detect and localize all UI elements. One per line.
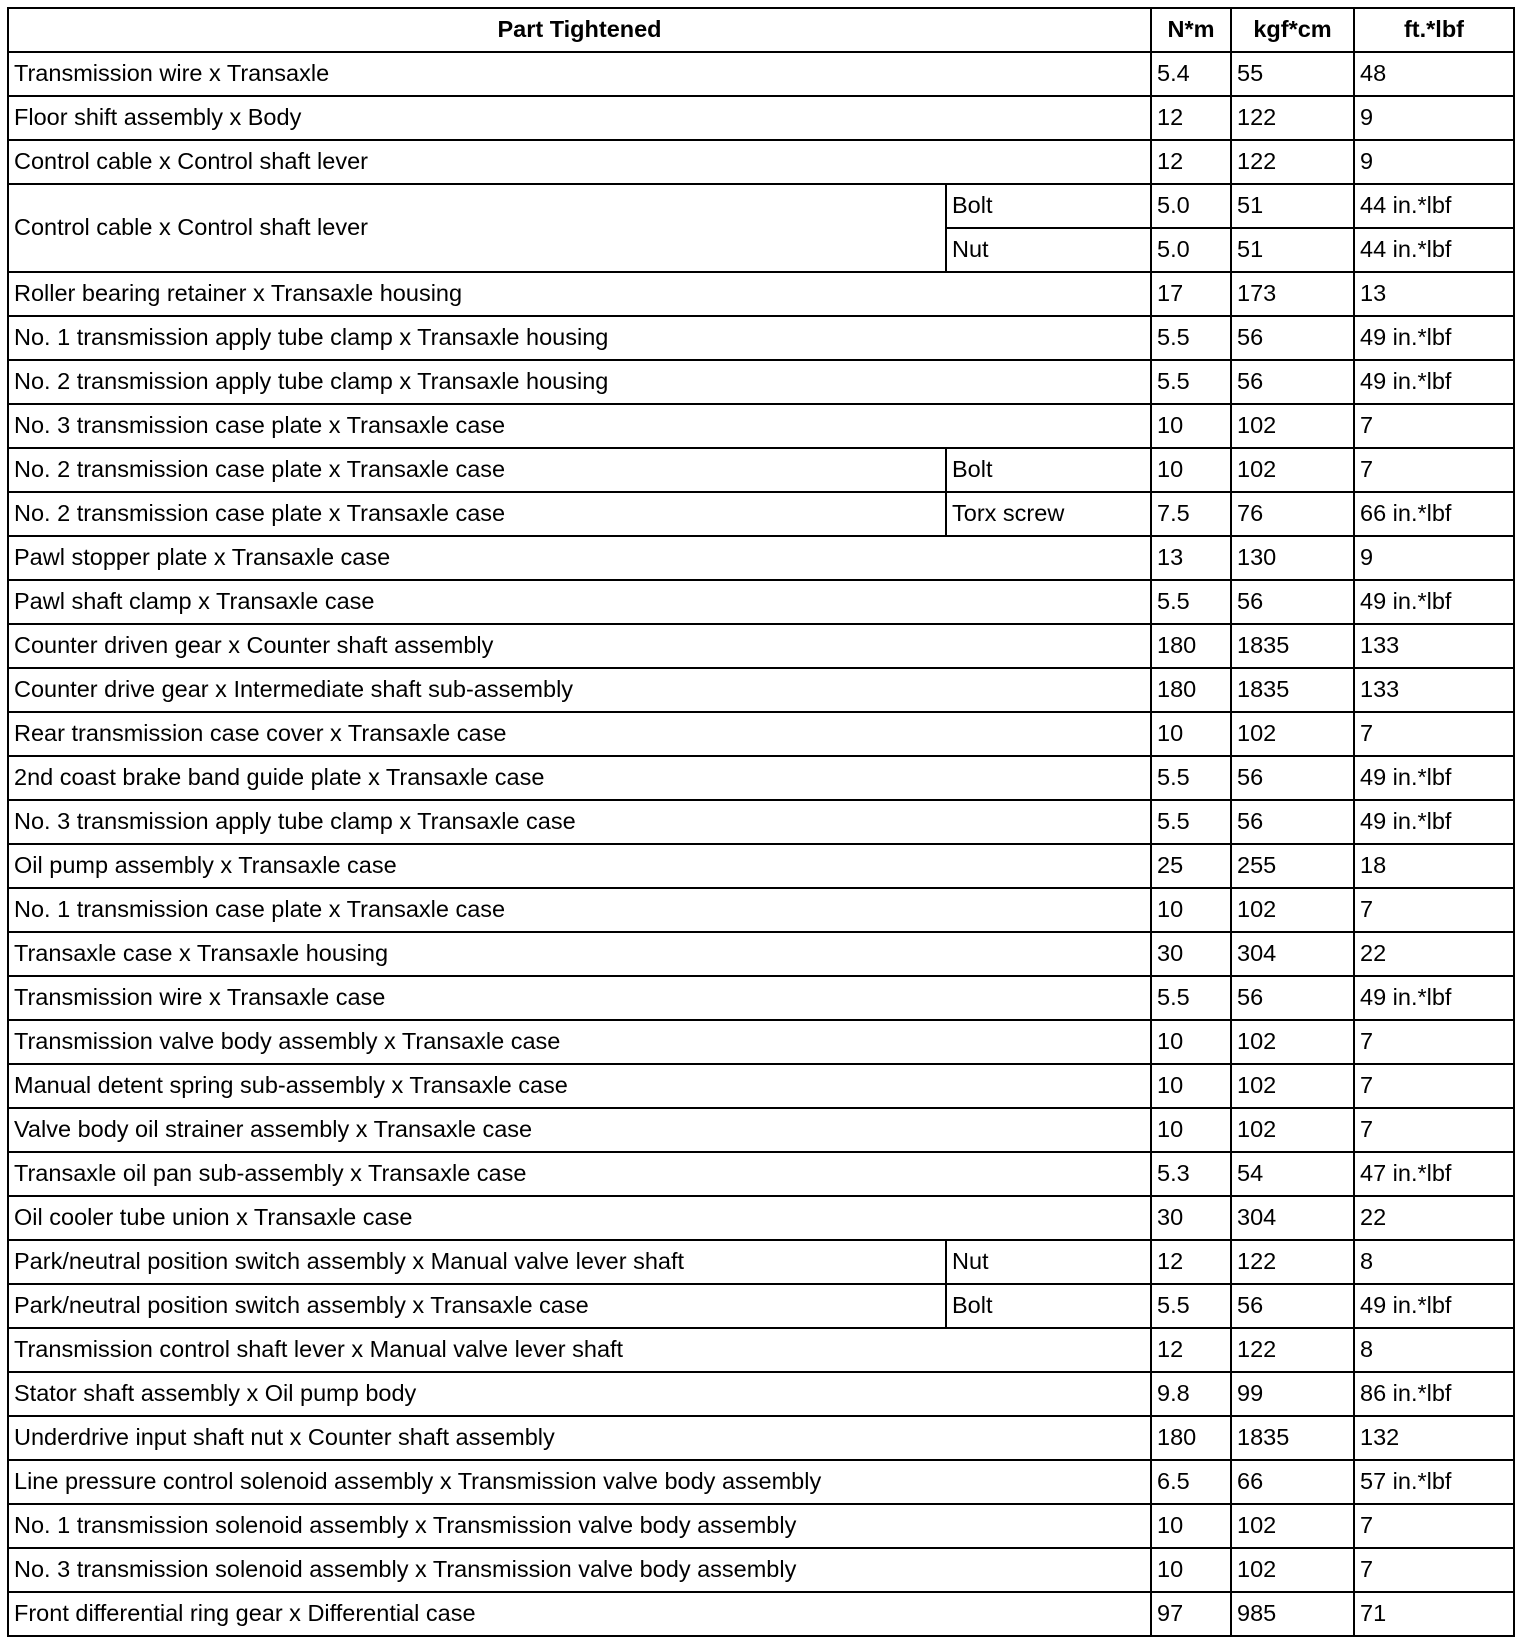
torque-ft-lbf-cell: 49 in.*lbf xyxy=(1354,976,1514,1020)
table-row xyxy=(8,1328,1514,1372)
torque-ft-lbf-cell: 49 in.*lbf xyxy=(1354,1284,1514,1328)
torque-kgf-cm-cell: 130 xyxy=(1231,536,1354,580)
table-row xyxy=(8,316,1514,360)
torque-ft-lbf-cell: 22 xyxy=(1354,932,1514,976)
part-cell: Park/neutral position switch assembly x Manual valve lever shaft xyxy=(8,1240,946,1284)
torque-ft-lbf-cell: 57 in.*lbf xyxy=(1354,1460,1514,1504)
torque-kgf-cm-cell: 55 xyxy=(1231,52,1354,96)
table-row xyxy=(8,1152,1514,1196)
part-cell: Transmission control shaft lever x Manual valve lever shaft xyxy=(8,1328,1151,1372)
table-row xyxy=(8,1504,1514,1548)
table-row xyxy=(8,1108,1514,1152)
table-body xyxy=(8,52,1514,1636)
torque-nm-cell: 10 xyxy=(1151,404,1231,448)
torque-kgf-cm-cell: 56 xyxy=(1231,1284,1354,1328)
torque-ft-lbf-cell: 71 xyxy=(1354,1592,1514,1636)
table-row xyxy=(8,580,1514,624)
table-row xyxy=(8,624,1514,668)
torque-nm-cell: 5.5 xyxy=(1151,360,1231,404)
part-cell: Pawl shaft clamp x Transaxle case xyxy=(8,580,1151,624)
torque-nm-cell: 10 xyxy=(1151,1064,1231,1108)
fastener-cell: Bolt xyxy=(946,448,1151,492)
part-cell: Line pressure control solenoid assembly x Transmission valve body assembly xyxy=(8,1460,1151,1504)
torque-kgf-cm-cell: 1835 xyxy=(1231,668,1354,712)
torque-kgf-cm-cell: 56 xyxy=(1231,800,1354,844)
torque-ft-lbf-cell: 44 in.*lbf xyxy=(1354,228,1514,272)
table-row xyxy=(8,52,1514,96)
torque-nm-cell: 5.5 xyxy=(1151,756,1231,800)
torque-kgf-cm-cell: 56 xyxy=(1231,756,1354,800)
torque-nm-cell: 10 xyxy=(1151,1020,1231,1064)
torque-ft-lbf-cell: 9 xyxy=(1354,140,1514,184)
torque-nm-cell: 12 xyxy=(1151,140,1231,184)
torque-nm-cell: 5.5 xyxy=(1151,976,1231,1020)
part-cell: Roller bearing retainer x Transaxle housing xyxy=(8,272,1151,316)
torque-kgf-cm-cell: 1835 xyxy=(1231,624,1354,668)
torque-kgf-cm-cell: 255 xyxy=(1231,844,1354,888)
torque-nm-cell: 6.5 xyxy=(1151,1460,1231,1504)
torque-kgf-cm-cell: 102 xyxy=(1231,1548,1354,1592)
table-row xyxy=(8,536,1514,580)
torque-ft-lbf-cell: 133 xyxy=(1354,668,1514,712)
part-cell: Stator shaft assembly x Oil pump body xyxy=(8,1372,1151,1416)
table-row xyxy=(8,888,1514,932)
torque-kgf-cm-cell: 102 xyxy=(1231,448,1354,492)
header-ft-lbf: ft.*lbf xyxy=(1354,8,1514,52)
part-cell: Control cable x Control shaft lever xyxy=(8,184,946,272)
table-row xyxy=(8,1548,1514,1592)
torque-nm-cell: 17 xyxy=(1151,272,1231,316)
torque-ft-lbf-cell: 9 xyxy=(1354,96,1514,140)
part-cell: No. 3 transmission solenoid assembly x Transmission valve body assembly xyxy=(8,1548,1151,1592)
torque-nm-cell: 25 xyxy=(1151,844,1231,888)
part-cell: Valve body oil strainer assembly x Transaxle case xyxy=(8,1108,1151,1152)
torque-kgf-cm-cell: 122 xyxy=(1231,1240,1354,1284)
part-cell: Control cable x Control shaft lever xyxy=(8,140,1151,184)
torque-nm-cell: 12 xyxy=(1151,1240,1231,1284)
torque-nm-cell: 9.8 xyxy=(1151,1372,1231,1416)
torque-ft-lbf-cell: 22 xyxy=(1354,1196,1514,1240)
part-cell: Floor shift assembly x Body xyxy=(8,96,1151,140)
torque-ft-lbf-cell: 8 xyxy=(1354,1328,1514,1372)
table-row xyxy=(8,404,1514,448)
table-row xyxy=(8,932,1514,976)
torque-ft-lbf-cell: 7 xyxy=(1354,1064,1514,1108)
table-row xyxy=(8,360,1514,404)
part-cell: Rear transmission case cover x Transaxle case xyxy=(8,712,1151,756)
table-row xyxy=(8,976,1514,1020)
torque-nm-cell: 5.4 xyxy=(1151,52,1231,96)
torque-ft-lbf-cell: 133 xyxy=(1354,624,1514,668)
torque-nm-cell: 180 xyxy=(1151,668,1231,712)
table-row xyxy=(8,1064,1514,1108)
fastener-cell: Bolt xyxy=(946,184,1151,228)
torque-nm-cell: 12 xyxy=(1151,1328,1231,1372)
torque-kgf-cm-cell: 122 xyxy=(1231,140,1354,184)
part-cell: Park/neutral position switch assembly x Transaxle case xyxy=(8,1284,946,1328)
torque-nm-cell: 5.0 xyxy=(1151,184,1231,228)
torque-kgf-cm-cell: 99 xyxy=(1231,1372,1354,1416)
part-cell: No. 3 transmission case plate x Transaxle case xyxy=(8,404,1151,448)
table-row xyxy=(8,756,1514,800)
torque-kgf-cm-cell: 102 xyxy=(1231,404,1354,448)
table-row xyxy=(8,1372,1514,1416)
torque-ft-lbf-cell: 13 xyxy=(1354,272,1514,316)
table-row xyxy=(8,668,1514,712)
torque-kgf-cm-cell: 122 xyxy=(1231,1328,1354,1372)
part-cell: No. 2 transmission case plate x Transaxle case xyxy=(8,448,946,492)
header-part-tightened: Part Tightened xyxy=(8,8,1151,52)
torque-nm-cell: 5.5 xyxy=(1151,580,1231,624)
torque-ft-lbf-cell: 86 in.*lbf xyxy=(1354,1372,1514,1416)
torque-ft-lbf-cell: 49 in.*lbf xyxy=(1354,580,1514,624)
fastener-cell: Nut xyxy=(946,228,1151,272)
torque-kgf-cm-cell: 56 xyxy=(1231,316,1354,360)
part-cell: Transmission wire x Transaxle xyxy=(8,52,1151,96)
torque-nm-cell: 10 xyxy=(1151,712,1231,756)
part-cell: 2nd coast brake band guide plate x Transaxle case xyxy=(8,756,1151,800)
fastener-cell: Bolt xyxy=(946,1284,1151,1328)
torque-nm-cell: 12 xyxy=(1151,96,1231,140)
table-row xyxy=(8,96,1514,140)
part-cell: Underdrive input shaft nut x Counter shaft assembly xyxy=(8,1416,1151,1460)
torque-kgf-cm-cell: 56 xyxy=(1231,580,1354,624)
part-cell: Counter drive gear x Intermediate shaft sub-assembly xyxy=(8,668,1151,712)
torque-kgf-cm-cell: 56 xyxy=(1231,360,1354,404)
table-row xyxy=(8,492,1514,536)
torque-kgf-cm-cell: 51 xyxy=(1231,228,1354,272)
torque-nm-cell: 5.0 xyxy=(1151,228,1231,272)
table-row xyxy=(8,1592,1514,1636)
torque-nm-cell: 5.5 xyxy=(1151,316,1231,360)
torque-nm-cell: 30 xyxy=(1151,1196,1231,1240)
part-cell: Transaxle oil pan sub-assembly x Transaxle case xyxy=(8,1152,1151,1196)
torque-kgf-cm-cell: 102 xyxy=(1231,712,1354,756)
torque-kgf-cm-cell: 102 xyxy=(1231,1504,1354,1548)
part-cell: No. 2 transmission apply tube clamp x Transaxle housing xyxy=(8,360,1151,404)
torque-kgf-cm-cell: 102 xyxy=(1231,1108,1354,1152)
torque-nm-cell: 13 xyxy=(1151,536,1231,580)
torque-ft-lbf-cell: 8 xyxy=(1354,1240,1514,1284)
torque-ft-lbf-cell: 7 xyxy=(1354,1504,1514,1548)
torque-kgf-cm-cell: 122 xyxy=(1231,96,1354,140)
torque-nm-cell: 5.5 xyxy=(1151,1284,1231,1328)
part-cell: Oil cooler tube union x Transaxle case xyxy=(8,1196,1151,1240)
torque-ft-lbf-cell: 49 in.*lbf xyxy=(1354,316,1514,360)
torque-ft-lbf-cell: 49 in.*lbf xyxy=(1354,756,1514,800)
torque-nm-cell: 10 xyxy=(1151,1548,1231,1592)
part-cell: No. 1 transmission solenoid assembly x Transmission valve body assembly xyxy=(8,1504,1151,1548)
torque-kgf-cm-cell: 304 xyxy=(1231,932,1354,976)
torque-kgf-cm-cell: 102 xyxy=(1231,1064,1354,1108)
torque-kgf-cm-cell: 54 xyxy=(1231,1152,1354,1196)
torque-ft-lbf-cell: 49 in.*lbf xyxy=(1354,800,1514,844)
torque-nm-cell: 180 xyxy=(1151,1416,1231,1460)
table-row xyxy=(8,844,1514,888)
torque-nm-cell: 97 xyxy=(1151,1592,1231,1636)
part-cell: Transaxle case x Transaxle housing xyxy=(8,932,1151,976)
header-kgf-cm: kgf*cm xyxy=(1231,8,1354,52)
torque-ft-lbf-cell: 18 xyxy=(1354,844,1514,888)
table-row xyxy=(8,1416,1514,1460)
torque-kgf-cm-cell: 51 xyxy=(1231,184,1354,228)
table-row xyxy=(8,140,1514,184)
torque-ft-lbf-cell: 48 xyxy=(1354,52,1514,96)
torque-kgf-cm-cell: 56 xyxy=(1231,976,1354,1020)
part-cell: Counter driven gear x Counter shaft assembly xyxy=(8,624,1151,668)
torque-kgf-cm-cell: 173 xyxy=(1231,272,1354,316)
part-cell: Front differential ring gear x Differential case xyxy=(8,1592,1151,1636)
torque-nm-cell: 10 xyxy=(1151,1108,1231,1152)
torque-spec-table xyxy=(7,7,1515,1637)
table-row xyxy=(8,1240,1514,1284)
part-cell: Pawl stopper plate x Transaxle case xyxy=(8,536,1151,580)
torque-kgf-cm-cell: 985 xyxy=(1231,1592,1354,1636)
part-cell: No. 3 transmission apply tube clamp x Transaxle case xyxy=(8,800,1151,844)
fastener-cell: Nut xyxy=(946,1240,1151,1284)
torque-ft-lbf-cell: 47 in.*lbf xyxy=(1354,1152,1514,1196)
table-row xyxy=(8,448,1514,492)
torque-nm-cell: 10 xyxy=(1151,448,1231,492)
torque-nm-cell: 5.3 xyxy=(1151,1152,1231,1196)
table-row xyxy=(8,800,1514,844)
part-cell: Manual detent spring sub-assembly x Transaxle case xyxy=(8,1064,1151,1108)
table-row xyxy=(8,1196,1514,1240)
fastener-cell: Torx screw xyxy=(946,492,1151,536)
torque-ft-lbf-cell: 7 xyxy=(1354,1548,1514,1592)
table-row xyxy=(8,1460,1514,1504)
torque-ft-lbf-cell: 7 xyxy=(1354,1108,1514,1152)
torque-nm-cell: 7.5 xyxy=(1151,492,1231,536)
table-row xyxy=(8,1284,1514,1328)
torque-ft-lbf-cell: 49 in.*lbf xyxy=(1354,360,1514,404)
header-nm: N*m xyxy=(1151,8,1231,52)
torque-ft-lbf-cell: 7 xyxy=(1354,404,1514,448)
part-cell: No. 2 transmission case plate x Transaxle case xyxy=(8,492,946,536)
torque-ft-lbf-cell: 7 xyxy=(1354,448,1514,492)
table-row xyxy=(8,184,1514,228)
table-row xyxy=(8,712,1514,756)
torque-nm-cell: 180 xyxy=(1151,624,1231,668)
torque-ft-lbf-cell: 132 xyxy=(1354,1416,1514,1460)
torque-kgf-cm-cell: 102 xyxy=(1231,1020,1354,1064)
torque-ft-lbf-cell: 9 xyxy=(1354,536,1514,580)
torque-nm-cell: 10 xyxy=(1151,888,1231,932)
torque-kgf-cm-cell: 1835 xyxy=(1231,1416,1354,1460)
table-row xyxy=(8,1020,1514,1064)
torque-kgf-cm-cell: 102 xyxy=(1231,888,1354,932)
table-row xyxy=(8,272,1514,316)
torque-ft-lbf-cell: 44 in.*lbf xyxy=(1354,184,1514,228)
torque-kgf-cm-cell: 304 xyxy=(1231,1196,1354,1240)
header-row xyxy=(8,8,1514,52)
torque-ft-lbf-cell: 66 in.*lbf xyxy=(1354,492,1514,536)
torque-nm-cell: 30 xyxy=(1151,932,1231,976)
torque-nm-cell: 5.5 xyxy=(1151,800,1231,844)
part-cell: Oil pump assembly x Transaxle case xyxy=(8,844,1151,888)
torque-kgf-cm-cell: 76 xyxy=(1231,492,1354,536)
torque-nm-cell: 10 xyxy=(1151,1504,1231,1548)
part-cell: No. 1 transmission apply tube clamp x Transaxle housing xyxy=(8,316,1151,360)
torque-ft-lbf-cell: 7 xyxy=(1354,888,1514,932)
torque-ft-lbf-cell: 7 xyxy=(1354,1020,1514,1064)
torque-ft-lbf-cell: 7 xyxy=(1354,712,1514,756)
torque-kgf-cm-cell: 66 xyxy=(1231,1460,1354,1504)
part-cell: Transmission wire x Transaxle case xyxy=(8,976,1151,1020)
part-cell: Transmission valve body assembly x Transaxle case xyxy=(8,1020,1151,1064)
part-cell: No. 1 transmission case plate x Transaxle case xyxy=(8,888,1151,932)
